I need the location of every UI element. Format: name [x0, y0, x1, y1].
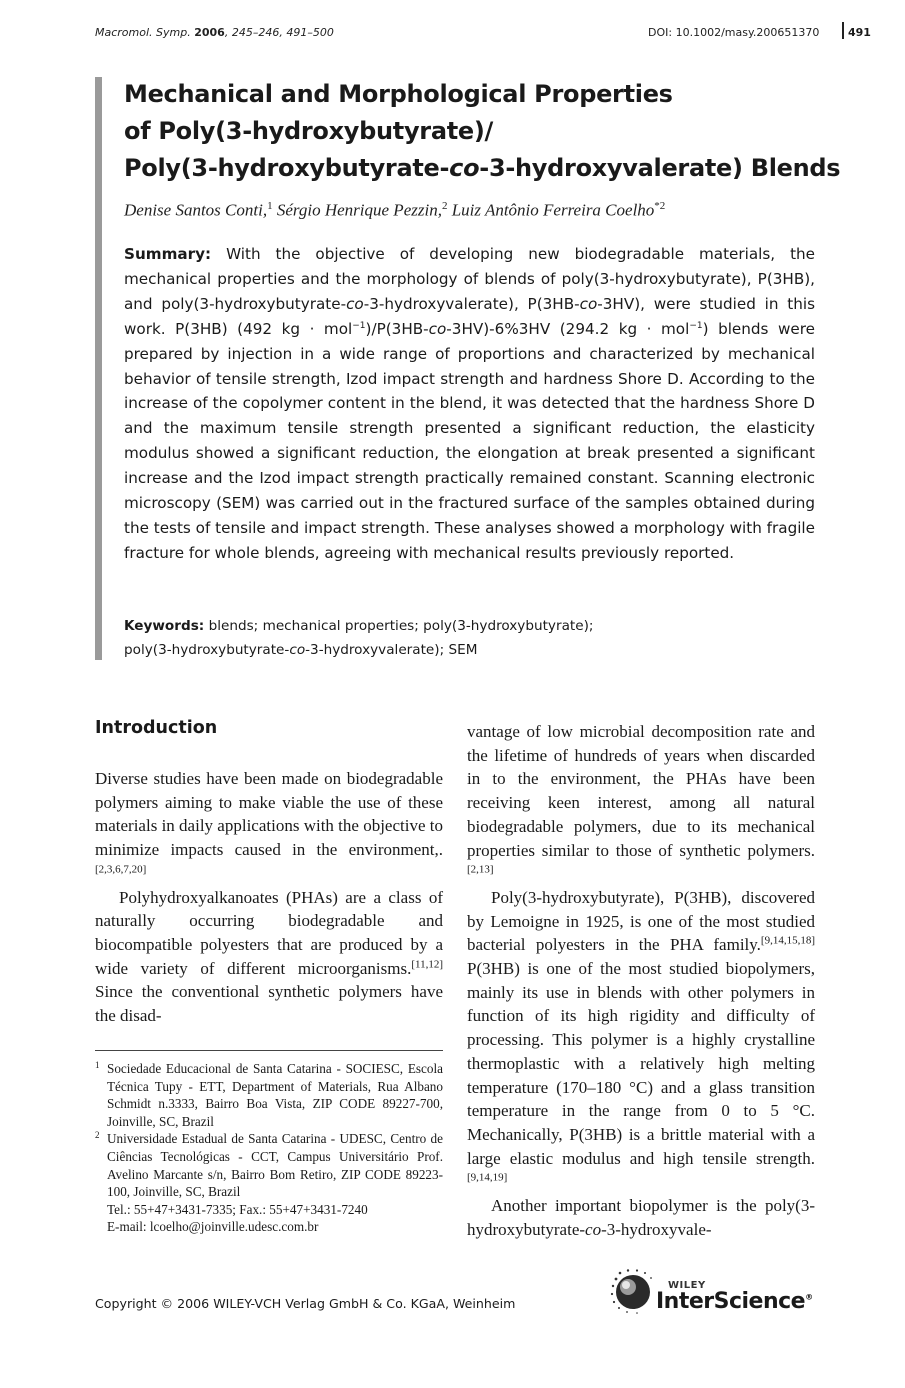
author-list: Denise Santos Conti,$^1$ Sérgio Henrique Pezzin,$^2$ Luiz Antônio Ferreira Coelho$^{*2}$: [124, 200, 666, 220]
logo-wiley-text: WILEY: [668, 1280, 706, 1291]
summary-label: Summary:: [124, 245, 212, 263]
citation-ref[interactable]: [9,14,19]: [467, 1171, 508, 1184]
paragraph: Another important biopolymer is the poly(3-hydroxybutyrate-co-3-hydroxyvale-: [467, 1196, 815, 1239]
running-header-citation: Macromol. Symp. 2006, 245–246, 491–500: [95, 26, 334, 39]
section-heading-introduction: Introduction: [95, 718, 218, 738]
copyright-notice: Copyright © 2006 WILEY-VCH Verlag GmbH & Co. KGaA, Weinheim: [95, 1296, 516, 1311]
paragraph: Diverse studies have been made on biodegradable polymers aiming to make viable the use of these materials in daily applications with the objective to minimize impacts caused in the environment,.[2,3,6,7,20]: [95, 769, 443, 876]
citation-ref[interactable]: [9,14,15,18]: [760, 934, 815, 947]
author-name: Denise Santos Conti,: [124, 200, 268, 220]
page-number: 491: [848, 26, 871, 39]
abstract-side-bar: [95, 77, 102, 660]
keywords: Keywords: blends; mechanical properties; poly(3-hydroxybutyrate); poly(3-hydroxybutyrate-co-3-hydroxyvalerate); SEM: [124, 618, 594, 658]
author-name: Luiz Antônio Ferreira Coelho: [451, 200, 655, 220]
logo-interscience-text: InterScience®: [656, 1289, 813, 1314]
citation-ref[interactable]: [11,12]: [411, 957, 443, 970]
citation-year: 2006: [194, 26, 225, 39]
article-title: Mechanical and Morphological Properties of Poly(3-hydroxybutyrate)/ Poly(3-hydroxybutyrate-co-3-hydroxyvalerate) Blends: [124, 80, 841, 182]
body-column-left: [95, 767, 443, 1028]
footnote-affiliation-1: 1 Sociedade Educacional de Santa Catarina - SOCIESC, Escola Técnica Tupy - ETT, Department of Materials, Rua Albano Schmidt n.3333, Bairro Boa Vista, ZIP CODE 89227-700, Joinville, SC, Brazil: [95, 1060, 443, 1129]
citation-ref[interactable]: [2,13]: [467, 863, 494, 876]
doi-text[interactable]: DOI: 10.1002/masy.200651370: [648, 26, 820, 39]
footnote-affiliation-2: 2 Universidade Estadual de Santa Catarina - UDESC, Centro de Ciências Tecnológicas - CCT, Campus Universitário Prof. Avelino Marcante s/n, Bairro Bom Retiro, ZIP CODE 89223-100, Joinville, SC, Brazil: [95, 1130, 443, 1200]
abstract-summary: Summary: With the objective of developing new biodegradable materials, the mechanical properties and the morphology of blends of poly(3-hydroxybutyrate), P(3HB), and poly(3-hydroxybutyrate-co-3-hydroxyvalerate), P(3HB-co-3HV), were studied in this work. P(3HB) (492 kg · mol$^{-1}$)/P(3HB-co-3HV)-6%3HV (294.2 kg · mol$^{-1}$) blends were prepared by injection in a wide range of proportions and characterized by mechanical behavior of tensile strength, Izod impact strength and hardness Shore D. According to the increase of the copolymer content in the blend, it was detected that the hardness Shore D and the maximum tensile strength presented a significant reduction, the elasticity modulus showed a significant reduction, the elongation at break presented a significant increase and the Izod impact strength practically remained constant. Scanning electronic microscopy (SEM) was carried out in the fractured surface of the samples obtained during the tests of tensile and impact strength. These analyses showed a morphology with fragile fracture for whole blends, agreeing with mechanical results previously reported.: [124, 245, 816, 562]
paragraph: vantage of low microbial decomposition rate and the lifetime of hundreds of years when discarded in to the environment, the PHAs have been receiving keen interest, among all natural biodegradable polymers, due to its mechanical properties similar to those of synthetic polymers.[2,13]: [467, 722, 815, 876]
wiley-interscience-logo[interactable]: [610, 1266, 825, 1316]
paragraph: Poly(3-hydroxybutyrate), P(3HB), discovered by Lemoigne in 1925, is one of the most studied bacterial polyesters in the PHA family.[9,14,15,18] P(3HB) is one of the most studied biopolymers, mainly its use in blends with other polymers in function of its high rigidity and difficulty of processing. This polymer is a highly crystalline thermoplastic with a relatively high melting temperature (170–180 °C) and a glass transition temperature in the range from 0 to 5 °C. Mechanically, P(3HB) is a brittle material with a large elastic modulus and high tensile strength.[9,14,19]: [467, 887, 815, 1184]
citation-ref[interactable]: [2,3,6,7,20]: [95, 863, 147, 876]
footnote-contact-email[interactable]: E-mail: lcoelho@joinville.udesc.com.br: [107, 1219, 319, 1235]
keywords-label: Keywords:: [124, 618, 205, 634]
globe-icon: [610, 1269, 656, 1315]
body-column-right: [467, 720, 815, 1241]
footnote-contact-phone: Tel.: 55+47+3431-7335; Fax.: 55+47+3431-7240: [107, 1201, 368, 1217]
footnote-rule: [95, 1050, 443, 1051]
affiliation-footnotes: [95, 1060, 443, 1236]
header-divider: [842, 22, 844, 39]
paragraph: Polyhydroxyalkanoates (PHAs) are a class of naturally occurring biodegradable and biocompatible polyesters that are produced by a wide variety of different microorganisms.[11,12] Since the conventional synthetic polymers have the disad-: [95, 887, 443, 1026]
author-name: Sérgio Henrique Pezzin,: [276, 200, 442, 220]
